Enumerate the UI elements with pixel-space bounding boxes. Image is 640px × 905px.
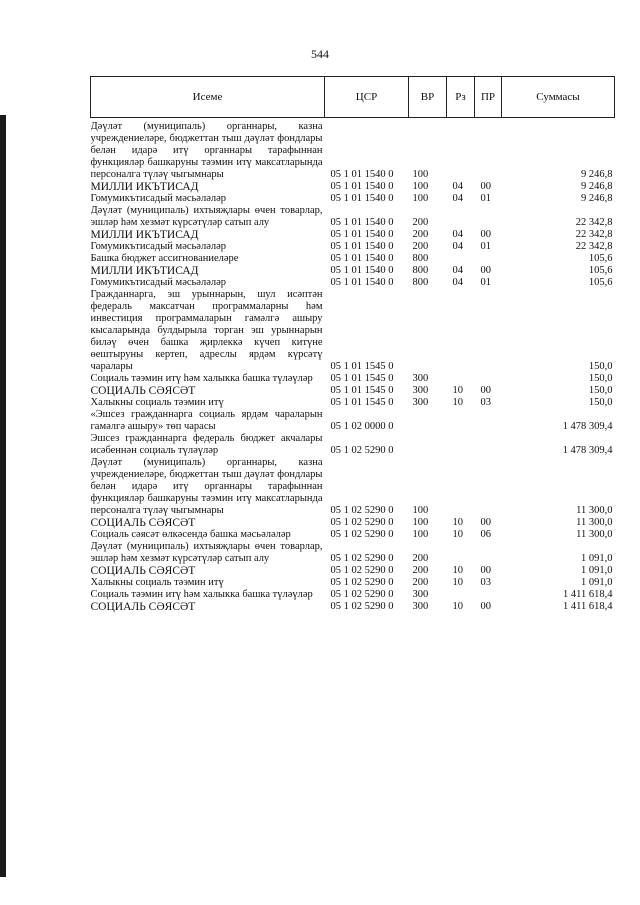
cell-pr: 00 [480,229,491,240]
cell-name: МИЛЛИ ИКЪТИСАД [90,229,199,241]
cell-sum: 150,0 [588,385,613,396]
budget-table [90,76,615,613]
cell-sum: 11 300,0 [576,517,613,528]
header-vr: ВР [409,77,447,118]
cell-sum: 150,0 [588,397,613,408]
table-row [91,385,615,397]
table-row [91,181,615,193]
table-row [91,529,615,541]
cell-vr: 100 [412,181,429,192]
cell-vr [409,433,447,457]
cell-rz: 04 [452,181,463,192]
cell-pr: 00 [480,601,491,612]
cell-name: СОЦИАЛЬ СӘЯСӘТ [90,517,196,529]
cell-rz: 04 [452,241,463,252]
cell-pr: 00 [480,517,491,528]
cell-csr: 05 1 01 1540 0 [330,217,394,228]
cell-pr [475,253,502,265]
cell-name: Дәүләт (муниципаль) ихтыяҗлары өчен товарлар, эшләр һәм хезмәт күрсәтүләр сатып алу [90,541,323,564]
table-row [91,265,615,277]
cell-name: Дәүләт (муниципаль) органнары, казна учреждениеләре, бюджеттан тыш дәүләт фондлары белән идарә итү органнары тарафыннан функцияләр башкаруны тәэмин итү максатларында персоналга түләү чыгымнары [90,121,323,180]
table-row [91,397,615,409]
cell-rz [447,457,475,517]
cell-csr: 05 1 02 5290 0 [330,565,394,576]
table-row [91,241,615,253]
cell-pr [475,409,502,433]
cell-name: Социаль тәэмин итү һәм халыкка башка түләүләр [90,373,313,384]
table-row [91,229,615,241]
cell-vr: 200 [412,553,429,564]
cell-pr: 00 [480,565,491,576]
table-header-row [91,77,615,118]
cell-sum: 1 091,0 [581,565,613,576]
cell-pr: 03 [480,577,491,588]
cell-vr: 200 [412,577,429,588]
cell-sum: 1 091,0 [581,577,613,588]
cell-pr: 01 [480,277,491,288]
table-row [91,253,615,265]
cell-sum: 150,0 [588,361,613,372]
cell-rz [447,541,475,565]
cell-name: Гомумикътисадый мәсьәләләр [90,277,227,288]
table-row [91,277,615,289]
header-sum: Суммасы [502,77,615,118]
cell-pr: 00 [480,385,491,396]
cell-rz: 10 [452,517,463,528]
cell-sum: 9 246,8 [581,181,613,192]
cell-pr: 01 [480,241,491,252]
cell-csr: 05 1 02 5290 0 [330,529,394,540]
table-row [91,457,615,517]
cell-csr: 05 1 01 1540 0 [330,169,394,180]
cell-sum: 105,6 [588,277,613,288]
cell-sum: 9 246,8 [581,169,613,180]
cell-csr: 05 1 01 1540 0 [330,253,394,264]
cell-name: Гражданнарга, эш урыннарын, шул исәптән федераль максатчан программаларны һәм инвестиция программаларын гамәлгә ашыру кысаларында булдырыла торган эш урыннарын биләү өчен башка җирлеккә күчеп китүне өештыруны кертеп, адреслы ярдәм күрсәтү чаралары [90,289,323,372]
cell-name: СОЦИАЛЬ СӘЯСӘТ [90,565,196,577]
table-row [91,433,615,457]
cell-pr [475,118,502,182]
cell-name: Эшсез гражданнарга федераль бюджет акчалары исәбеннән социаль түләүләр [90,433,323,456]
cell-sum: 1 411 618,4 [563,589,613,600]
table-row [91,205,615,229]
cell-sum: 1 478 309,4 [562,445,613,456]
cell-rz [447,205,475,229]
cell-sum: 22 342,8 [575,241,613,252]
cell-csr: 05 1 02 5290 0 [330,505,394,516]
cell-name: Дәүләт (муниципаль) ихтыяҗлары өчен товарлар, эшләр һәм хезмәт күрсәтүләр сатып алу [90,205,323,228]
cell-rz [447,253,475,265]
table-row [91,193,615,205]
cell-name: Социаль сәясәт өлкәсендә башка мәсьәләләр [90,529,291,540]
table-row [91,373,615,385]
cell-vr [409,289,447,373]
cell-name: Социаль тәэмин итү һәм халыкка башка түләүләр [90,589,313,600]
cell-sum: 1 411 618,4 [563,601,613,612]
header-name: Исеме [91,77,325,118]
cell-csr: 05 1 01 1545 0 [330,361,394,372]
cell-name: Халыкны социаль тәэмин итү [90,397,224,408]
cell-vr: 200 [412,217,429,228]
cell-rz [447,433,475,457]
cell-vr: 200 [412,241,429,252]
cell-sum: 1 091,0 [581,553,613,564]
cell-pr: 00 [480,181,491,192]
cell-sum: 11 300,0 [576,505,613,516]
table-row [91,565,615,577]
cell-pr [475,433,502,457]
cell-vr: 100 [412,517,429,528]
cell-name: СОЦИАЛЬ СӘЯСӘТ [90,385,196,397]
table-row [91,541,615,565]
cell-vr: 300 [412,385,429,396]
cell-vr: 300 [412,373,429,384]
cell-name: Дәүләт (муниципаль) органнары, казна учреждениеләре, бюджеттан тыш дәүләт фондлары белән идарә итү органнары тарафыннан функцияләр башкаруны тәэмин итү максатларында персоналга түләү чыгымнары [90,457,323,516]
cell-csr: 05 1 01 1540 0 [330,277,394,288]
cell-csr: 05 1 02 5290 0 [330,517,394,528]
cell-pr [475,457,502,517]
cell-csr: 05 1 01 1540 0 [330,265,394,276]
cell-csr: 05 1 01 1540 0 [330,181,394,192]
table-row [91,289,615,373]
cell-csr: 05 1 01 1545 0 [330,397,394,408]
table-row [91,601,615,613]
table-body [91,118,615,614]
cell-pr: 03 [480,397,491,408]
cell-rz: 04 [452,265,463,276]
cell-name: Гомумикътисадый мәсьәләләр [90,241,227,252]
cell-name: СОЦИАЛЬ СӘЯСӘТ [90,601,196,613]
cell-vr: 800 [412,265,429,276]
cell-rz [447,289,475,373]
cell-csr: 05 1 01 1540 0 [330,193,394,204]
cell-vr [409,409,447,433]
cell-pr: 01 [480,193,491,204]
cell-sum: 11 300,0 [576,529,613,540]
cell-sum: 1 478 309,4 [562,421,613,432]
cell-rz [447,409,475,433]
cell-csr: 05 1 02 5290 0 [330,601,394,612]
cell-csr: 05 1 02 0000 0 [330,421,394,432]
cell-rz [447,589,475,601]
cell-csr: 05 1 01 1540 0 [330,241,394,252]
cell-name: МИЛЛИ ИКЪТИСАД [90,181,199,193]
scan-edge-shadow [0,115,6,877]
cell-sum: 22 342,8 [575,229,613,240]
cell-name: «Эшсез гражданнарга социаль ярдәм чараларын гамәлгә ашыру» төп чарасы [90,409,323,432]
cell-name: МИЛЛИ ИКЪТИСАД [90,265,199,277]
cell-sum: 9 246,8 [581,193,613,204]
cell-rz: 04 [452,193,463,204]
cell-rz: 10 [452,529,463,540]
cell-rz: 10 [452,601,463,612]
page-number: 544 [311,47,329,61]
cell-pr: 00 [480,265,491,276]
cell-vr: 800 [412,253,429,264]
cell-pr [475,589,502,601]
cell-vr: 100 [412,193,429,204]
cell-pr [475,205,502,229]
cell-sum: 105,6 [588,253,613,264]
cell-vr: 300 [412,397,429,408]
cell-pr: 06 [480,529,491,540]
cell-csr: 05 1 02 5290 0 [330,445,394,456]
cell-pr [475,289,502,373]
cell-csr: 05 1 02 5290 0 [330,589,394,600]
table-row [91,118,615,182]
cell-name: Халыкны социаль тәэмин итү [90,577,224,588]
cell-vr: 200 [412,229,429,240]
table-row [91,589,615,601]
cell-pr [475,541,502,565]
cell-pr [475,373,502,385]
table-row [91,409,615,433]
cell-name: Башка бюджет ассигнованиеләре [90,253,239,264]
cell-vr: 300 [412,589,429,600]
cell-vr: 200 [412,565,429,576]
cell-csr: 05 1 01 1540 0 [330,229,394,240]
cell-rz: 10 [452,565,463,576]
cell-vr: 800 [412,277,429,288]
cell-rz: 04 [452,229,463,240]
table-row [91,517,615,529]
cell-rz: 04 [452,277,463,288]
cell-vr: 100 [412,169,429,180]
cell-name: Гомумикътисадый мәсьәләләр [90,193,227,204]
header-rz: Рз [447,77,475,118]
cell-vr: 300 [412,601,429,612]
cell-csr: 05 1 02 5290 0 [330,577,394,588]
cell-csr: 05 1 01 1545 0 [330,385,394,396]
cell-rz: 10 [452,577,463,588]
cell-sum: 22 342,8 [575,217,613,228]
cell-sum: 105,6 [588,265,613,276]
cell-rz: 10 [452,397,463,408]
cell-rz: 10 [452,385,463,396]
header-pr: ПР [475,77,502,118]
cell-vr: 100 [412,505,429,516]
cell-vr: 100 [412,529,429,540]
table-row [91,577,615,589]
cell-rz [447,373,475,385]
cell-sum: 150,0 [588,373,613,384]
cell-csr: 05 1 02 5290 0 [330,553,394,564]
header-csr: ЦСР [325,77,409,118]
cell-csr: 05 1 01 1545 0 [330,373,394,384]
cell-rz [447,118,475,182]
